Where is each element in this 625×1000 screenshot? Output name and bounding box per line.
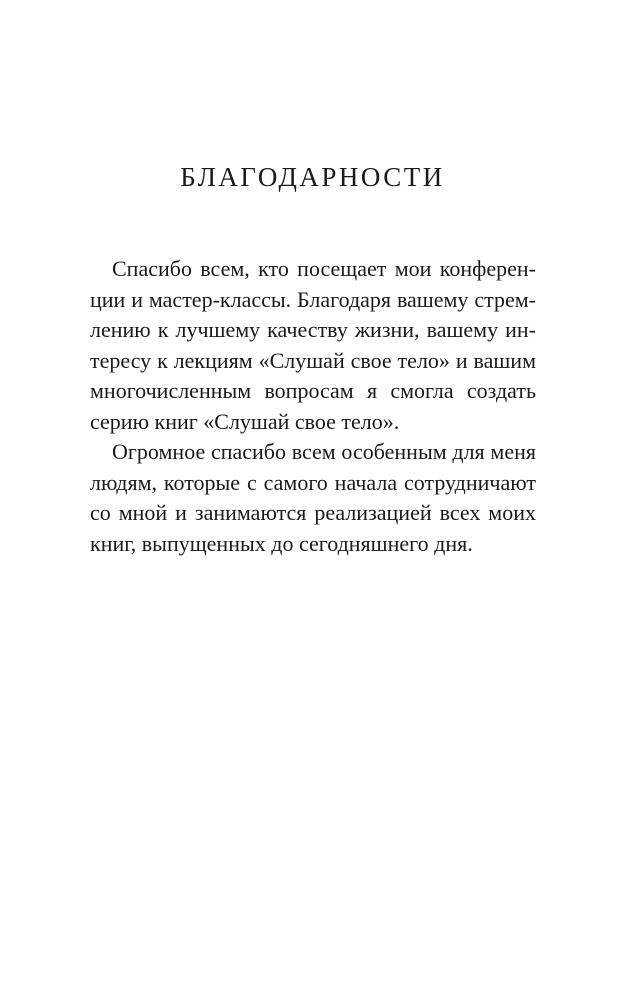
- text-line: серию книг «Слушай свое тело».: [90, 408, 400, 434]
- paragraph-1: [90, 254, 536, 437]
- text-line: многочисленным вопросам я смогла создать: [90, 378, 536, 403]
- text-line: тересу к лекциям «Слушай свое тело» и вашим: [90, 347, 536, 373]
- text-line: Спасибо всем, кто посещает мои конферен-: [112, 256, 536, 281]
- text-line: ции и мастер-классы. Благодаря вашему стрем-: [90, 286, 536, 312]
- paragraph-2: [90, 437, 536, 559]
- page-title: БЛАГОДАРНОСТИ: [180, 162, 445, 192]
- text-line: со мной и занимаются реализацией всех моих: [90, 500, 536, 525]
- text-line: людям, которые с самого начала сотрудничают: [90, 469, 536, 495]
- text-line: книг, выпущенных до сегодняшнего дня.: [90, 530, 473, 556]
- text-line: Огромное спасибо всем особенным для меня: [112, 439, 536, 464]
- body-text: [90, 254, 536, 559]
- text-line: лению к лучшему качеству жизни, вашему ин-: [90, 317, 536, 342]
